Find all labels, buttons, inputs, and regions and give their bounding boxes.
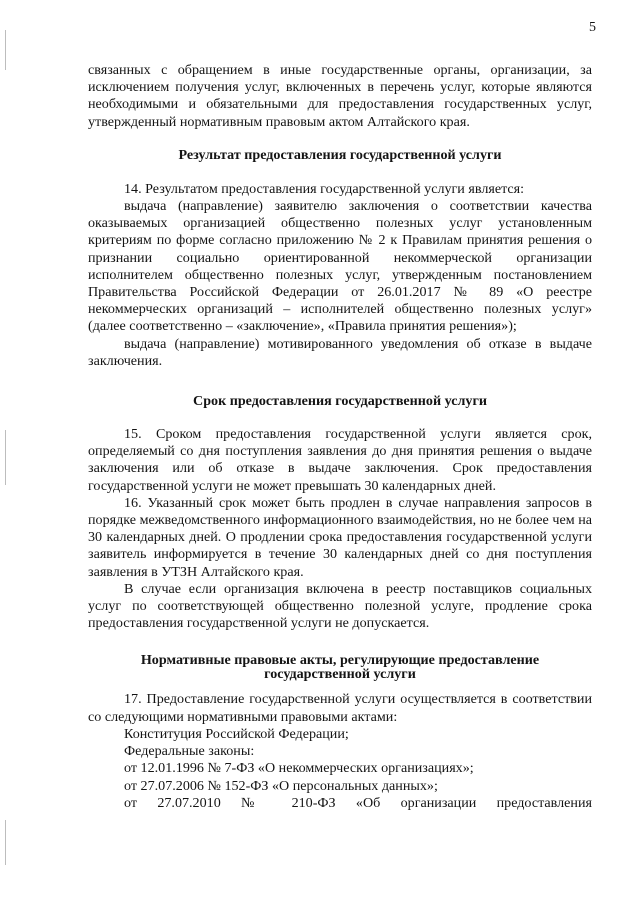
document-body xyxy=(88,62,592,812)
page-number: 5 xyxy=(589,20,596,35)
scan-edge-mark xyxy=(5,820,6,865)
paragraph-14-issue-conclusion: выдача (направление) заявителю заключения о соответствии качества оказываемых организацией общественно полезных услуг установленным критериям по форме согласно приложению № 2 к Правилам принятия решения о признании социально ориентированной некоммерческой организации исполнителем общественно полезных услуг, утвержденным постановлением Правительства Российской Федерации от 26.01.2017 № 89 «О реестре некоммерческих организаций – исполнителей общественно полезных услуг» (далее соответственно – «заключение», «Правила принятия решения»); xyxy=(88,198,592,335)
list-item-federal-laws: Федеральные законы: xyxy=(124,743,255,760)
scan-edge-mark xyxy=(5,30,6,70)
paragraph-15: 15. Сроком предоставления государственной услуги является срок, определяемый со дня поступления заявления до дня принятия решения о выдаче заключения или об отказе в выдаче заключения. Срок предоставления государственной услуги не может превышать 30 календарных дней. xyxy=(88,426,592,494)
section-heading-acts-line2: государственной услуги xyxy=(264,666,416,683)
section-heading-result: Результат предоставления государственной услуги xyxy=(178,146,502,163)
list-item-law-7fz: от 12.01.1996 № 7-ФЗ «О некоммерческих организациях»; xyxy=(124,760,474,777)
paragraph-16: 16. Указанный срок может быть продлен в случае направления запросов в порядке межведомственного информационного взаимодействия, но не более чем на 30 календарных дней. О продлении срока предоставления государственной услуги заявитель информируется в течение 30 календарных дней со дня поступления заявления в УТЗН Алтайского края. xyxy=(88,494,592,580)
paragraph-14: 14. Результатом предоставления государственной услуги является: xyxy=(124,180,525,197)
scan-edge-mark xyxy=(5,430,6,485)
section-heading-acts-line1: Нормативные правовые акты, регулирующие предоставление xyxy=(140,652,540,669)
section-heading-term: Срок предоставления государственной услуги xyxy=(193,393,487,410)
paragraph-14-issue-refusal: выдача (направление) мотивированного уведомления об отказе в выдаче заключения. xyxy=(88,335,592,369)
paragraph-intro: связанных с обращением в иные государственные органы, организации, за исключением получения услуг, включенных в перечень услуг, которые являются необходимыми и обязательными для предоставления государственных услуг, утвержденный нормативным правовым актом Алтайского края. xyxy=(88,62,592,130)
list-item-law-152fz: от 27.07.2006 № 152-ФЗ «О персональных данных»; xyxy=(124,777,438,794)
list-item-constitution: Конституция Российской Федерации; xyxy=(124,725,349,742)
list-item-law-210fz: от 27.07.2010 № 210-ФЗ «Об организации предоставления xyxy=(124,794,592,811)
paragraph-16-exception: В случае если организация включена в реестр поставщиков социальных услуг по соответствующей общественно полезной услуге, продление срока предоставления государственной услуги не допускается. xyxy=(88,580,592,632)
paragraph-17: 17. Предоставление государственной услуги осуществляется в соответствии со следующими нормативными правовыми актами: xyxy=(88,691,592,725)
